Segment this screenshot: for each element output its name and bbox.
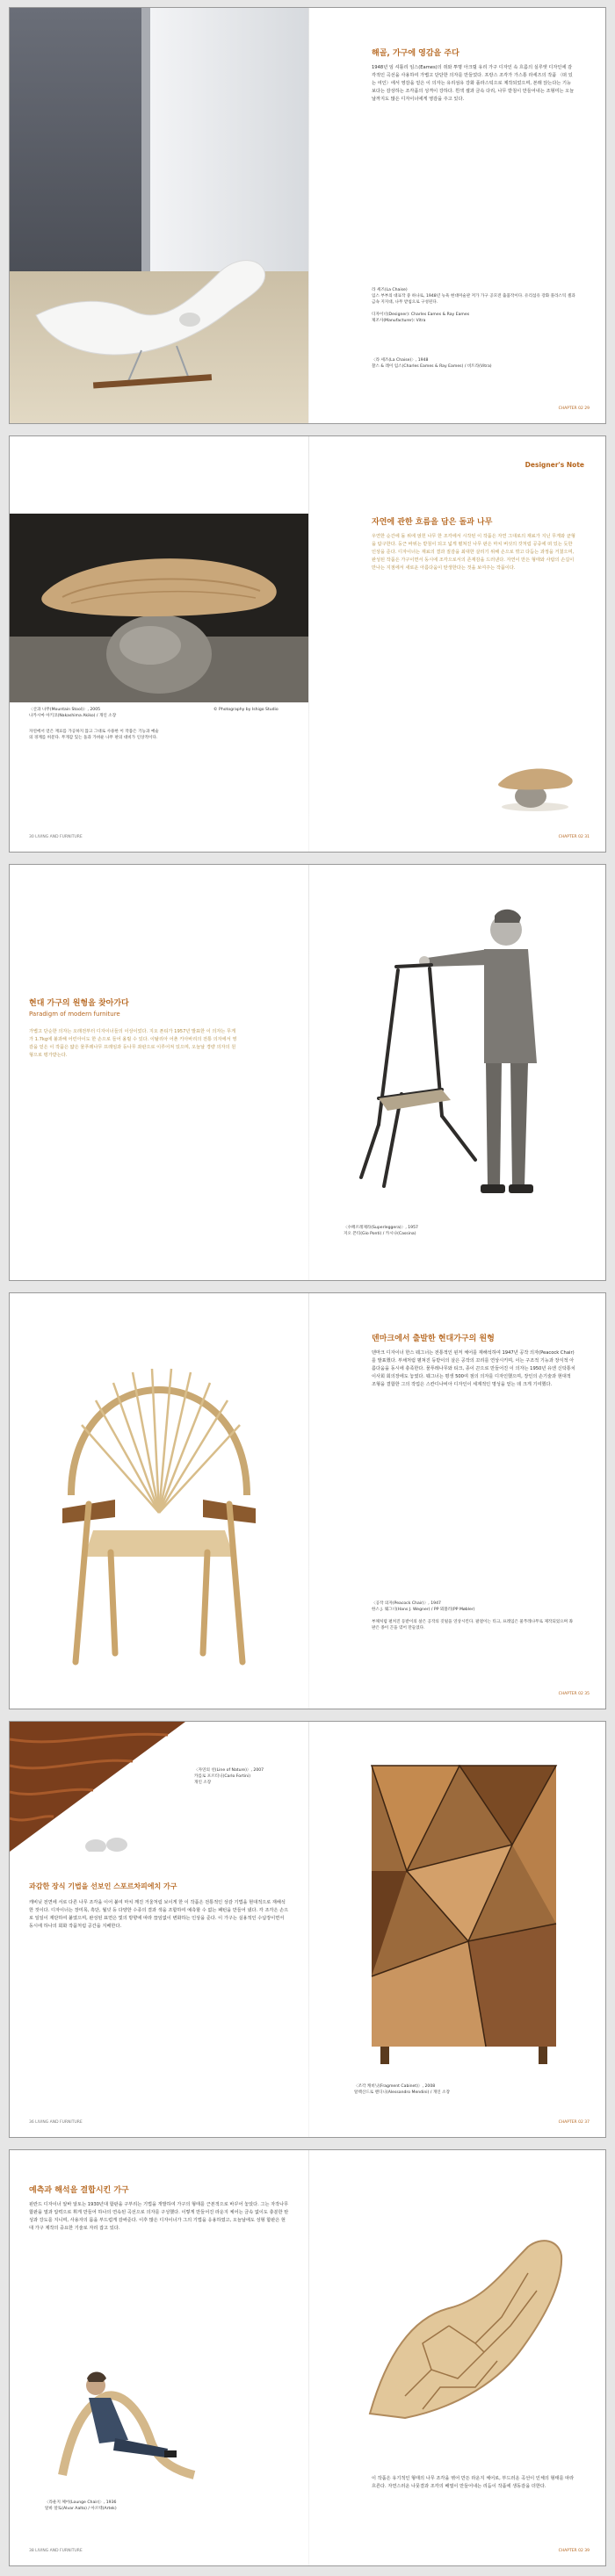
spread-4-heading: 덴마크에서 출발한 현대가구의 원형 — [372, 1335, 495, 1343]
spread-3 — [9, 864, 606, 1281]
spread-2 — [9, 435, 606, 853]
spread-6-body: 핀란드 디자이너 알바 알토는 1930년대 합판을 구부리는 기법을 개발하여 가구의 형태를 근본적으로 바꾸어 놓았다. 그는 자작나무 합판을 열과 압력으로 휘게 만들어 하나의 연속된 곡선으로 의자를 구성했다. 이렇게 만들어진 라운지 체어는 금속 없이도 충분한 탄성과 강도를 지니며, 사용자의 몸을 부드럽게 감싸준다. 이후 많은 디자이너가 그의 기법을 응용하였고, 오늘날에도 성형 합판은 현대 가구 제작의 중요한 기술로 자리 잡고 있다. — [29, 2202, 289, 2231]
spread-4-caption: 〈공작 의자(Peacock Chair)〉, 1947 한스 J. 웨그너(Hans J. Wegner) / PP 뫼블러(PP Møbler) 부채처럼 펼쳐진 등받이의 살은 공작의 깃털을 연상시킨다. 팔걸이는 티크, 프레임은 물푸레나무로 제작되었으며 좌판은 종이 끈을 엮어 만들었다. — [372, 1601, 574, 1630]
page-gutter — [308, 1293, 309, 1709]
peacock-chair-photo — [45, 1320, 273, 1680]
stone-stool-small-photo — [491, 745, 579, 817]
organic-lounge-chair-photo — [352, 2220, 581, 2440]
spread-6-footer-right: CHAPTER 02 39 — [558, 2549, 590, 2553]
page-gutter — [308, 865, 309, 1280]
spread-1 — [9, 7, 606, 424]
spread-2-heading: 자연에 관한 흐름을 담은 돌과 나무 — [372, 518, 493, 527]
page-gutter — [308, 436, 309, 852]
spread-1-heading: 해골, 가구에 영감을 주다 — [372, 49, 459, 58]
spread-6-right-text: 이 작품은 유기적인 형태의 나무 조각을 엮어 만든 라운지 체어로, 부드러운 곡선이 인체의 형태를 따라 흐른다. 자연스러운 나뭇결과 조각의 배열이 만들어내는 리듬이 작품에 생동감을 더한다. — [372, 2476, 575, 2489]
spread-2-caption: 〈산과 나무(Mountain Stool)〉, 2005 나카시마 아키코(Nakashima Akiko) / 개인 소장 — [29, 708, 117, 718]
spread-6-heading: 예측과 해석을 결합시킨 가구 — [29, 2186, 129, 2195]
spread-1-footer-right: CHAPTER 02 29 — [558, 407, 590, 411]
spread-1-caption-block: 라 셰즈(La Chaise) 임스 부부의 대표작 중 하나로, 1948년 뉴욕 현대미술관 저가 가구 공모전 출품작이다. 유리섬유 강화 플라스틱 셸과 금속 지지대, 나무 받침으로 구성된다. 디자이너(Designer): Charles Eames & Ray Eames 제조사(Manufacturer): Vitra — [372, 288, 575, 323]
spread-5-footer-left: 36 LIVING AND FURNITURE — [29, 2120, 83, 2125]
spread-3-body: 가볍고 단순한 의자는 오래전부터 디자이너들의 이상이었다. 지오 폰티가 1957년 발표한 이 의자는 무게가 1.7kg에 불과해 어린아이도 한 손으로 들어 올릴 수 있다. 이탈리아 어촌 키아바리의 전통 의자에서 영감을 얻은 이 작품은 얇은 물푸레나무 프레임과 등나무 좌판으로 이루어져 있으며, 오늘날 경량 의자의 원형으로 평가받는다. — [29, 1029, 237, 1058]
wood-panel-photo — [10, 1722, 185, 1852]
designers-note-tag: Designer's Note — [525, 461, 584, 469]
spread-6-footer-left: 38 LIVING AND FURNITURE — [29, 2549, 83, 2553]
spread-2-body: 우연한 순간에 돌 위에 얹힌 나무 한 조각에서 시작된 이 작품은 자연 그대로의 재료가 지닌 무게와 균형을 탐구한다. 둥근 바위는 받침이 되고 넓게 펼쳐진 나무 판은 마치 버섯의 갓처럼 공중에 떠 있는 듯한 인상을 준다. 디자이너는 재료의 결과 질감을 최대한 살리기 위해 손으로 깎고 다듬는 과정을 거쳤으며, 완성된 작품은 가구이면서 동시에 조각으로서의 존재감을 드러낸다. 자연이 만든 형태와 사람의 손길이 만나는 지점에서 새로운 아름다움이 탄생한다는 것을 보여주는 작품이다. — [372, 534, 575, 571]
spread-1-body: 1948년 임 셔틀리 임스(Eames)의 쥐와 투명 아크릴 유리 가구 디자인 속 흐름의 실루엣 디자인에 감각적인 곡선을 사용하여 가볍고 단단한 의자를 만들었다. 프랑스 조각가 가스통 라세즈의 작품 〈떠 있는 여인〉에서 영감을 얻은 이 의자는 유리섬유 강화 플라스틱으로 제작되었으며, 본래 앉는다는 기능보다는 감상하는 조각품의 성격이 강하다. 흰색 셸과 금속 다리, 나무 받침이 만들어내는 조형미는 오늘날까지도 많은 디자이너에게 영감을 주고 있다. — [372, 65, 575, 102]
page-gutter — [308, 8, 309, 423]
spread-5 — [9, 1721, 606, 2138]
spread-6 — [9, 2149, 606, 2566]
fragment-cabinet-photo — [354, 1748, 574, 2073]
spread-2-footer-right: CHAPTER 02 31 — [558, 835, 590, 839]
spread-3-heading: 현대 가구의 원형을 찾아가다 — [29, 999, 129, 1008]
lounge-chair-person-photo — [45, 2352, 203, 2493]
boy-chair-photo — [344, 896, 572, 1221]
spread-4 — [9, 1292, 606, 1709]
spread-1-credit: 〈라 셰즈(La Chaise)〉, 1948 찰스 & 레이 임스(Charles Eames & Ray Eames) / 비트라(Vitra) — [372, 358, 492, 369]
spread-3-subheading: Paradigm of modern furniture — [29, 1011, 120, 1018]
stone-stool-photo — [10, 514, 308, 702]
la-chaise-photo — [10, 8, 308, 424]
page-gutter — [308, 2150, 309, 2565]
spread-2-note: 자연에서 얻은 재료를 가공하지 않고 그대로 사용한 이 작품은 기능과 예술의 경계를 허문다. 무게감 있는 돌과 가벼운 나무 판의 대비가 인상적이다. — [29, 730, 159, 740]
spread-5-footer-right: CHAPTER 02 37 — [558, 2120, 590, 2125]
spread-2-footer-left: 30 LIVING AND FURNITURE — [29, 835, 83, 839]
page-gutter — [308, 1722, 309, 2137]
spread-5-caption-right: 〈조각 캐비닛(Fragment Cabinet)〉, 2008 알렉산드로 멘디니(Alessandro Mendini) / 개인 소장 — [354, 2084, 451, 2095]
spread-4-footer-right: CHAPTER 02 35 — [558, 1692, 590, 1696]
spread-5-heading: 과감한 장식 기법을 선보인 스포르차피에치 가구 — [29, 1882, 177, 1890]
spread-3-caption: 〈수페르레제라(Superleggera)〉, 1957 지오 폰티(Gio Ponti) / 카시나(Cassina) — [344, 1226, 418, 1236]
spread-5-body: 캐비닛 전면에 서로 다른 나무 조각을 이어 붙여 마치 깨진 거울처럼 보이게 한 이 작품은 전통적인 상감 기법을 현대적으로 재해석한 것이다. 디자이너는 장미목, 흑단, 월넛 등 다양한 수종의 결과 색을 조합하여 예측할 수 없는 패턴을 만들어 냈다. 각 조각은 손으로 일일이 재단하여 붙였으며, 완성된 표면은 빛의 방향에 따라 끊임없이 변화하는 인상을 준다. 이 가구는 실용적인 수납장이면서 동시에 하나의 회화 작품처럼 공간을 지배한다. — [29, 1900, 289, 1929]
spread-2-credit: © Photography by Ishigo Studio — [213, 708, 279, 712]
spread-4-body: 덴마크 디자이너 한스 웨그너는 전통적인 윈저 체어를 재해석하여 1947년 공작 의자(Peacock Chair)를 발표했다. 부채처럼 펼쳐진 등받이의 살은 공작의 꼬리를 연상시키며, 이는 구조적 기능과 장식적 아름다움을 동시에 충족한다. 물푸레나무와 티크, 종이 끈으로 만들어진 이 의자는 1950년 유엔 신탁통치이사회 회의장에도 놓였다. 웨그너는 평생 500여 점의 의자를 디자인했으며, 장인의 손기술과 현대적 조형을 결합한 그의 작업은 스칸디나비아 디자인이 세계적인 명성을 얻는 데 크게 기여했다. — [372, 1350, 575, 1387]
spread-6-caption-left: 〈라운지 체어(Lounge Chair)〉, 1936 알바 알토(Alvar Aalto) / 아르텍(Artek) — [45, 2500, 117, 2511]
spread-5-caption-top: 〈자연의 선(Line of Nature)〉, 2007 카를로 포르티니(Carlo Fortini) 개인 소장 — [194, 1768, 264, 1785]
